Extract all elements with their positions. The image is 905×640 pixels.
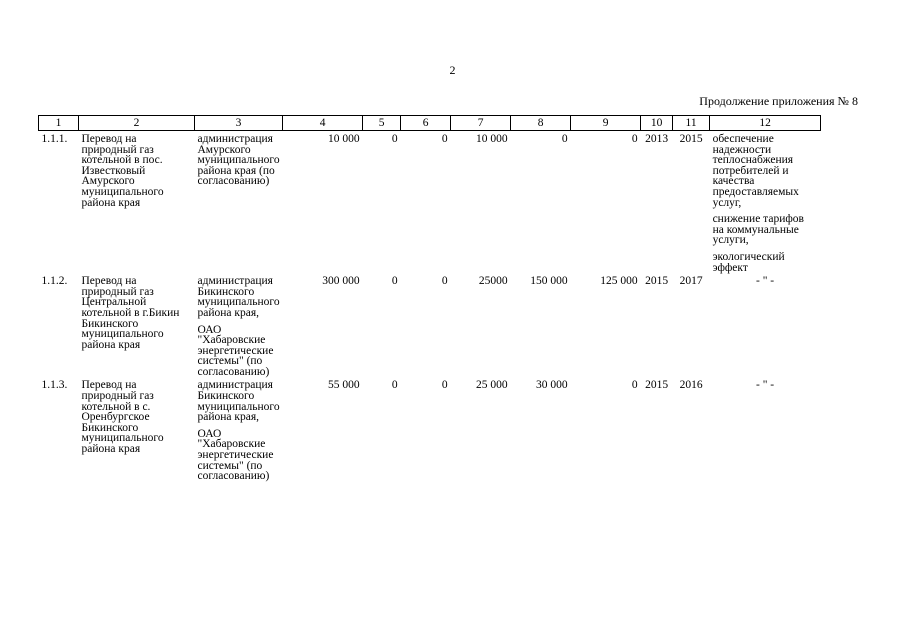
column-header: 11 (673, 116, 710, 131)
start-year: 2015 (645, 379, 669, 392)
value-col5: 0 (391, 133, 398, 145)
result-item: экологический эффект (712, 250, 785, 274)
column-header: 12 (710, 116, 821, 131)
value-col7: 25000 (478, 275, 508, 288)
executor-cell (195, 131, 283, 274)
column-header: 1 (39, 116, 79, 131)
value-col9: 0 (631, 133, 638, 145)
value-col5: 0 (391, 275, 398, 288)
value-col4: 300 000 (322, 275, 360, 288)
program-table (38, 115, 821, 482)
value-col6: 0 (441, 133, 448, 145)
table-row (39, 131, 821, 274)
column-header: 3 (195, 116, 283, 131)
value-col5: 0 (391, 379, 398, 392)
executor: администрация Бикинского муниципального района края, (197, 379, 280, 424)
column-header: 8 (511, 116, 571, 131)
value-col9: 125 000 (600, 275, 638, 288)
column-header: 10 (641, 116, 673, 131)
column-header: 4 (283, 116, 363, 131)
measure-name: Перевод на природный газ котельной в с. Оренбургское Бикинского муниципального района края (81, 379, 164, 456)
executor: администрация Амурского муниципального района края (по согласованию) (197, 133, 280, 188)
table-row (39, 273, 821, 377)
result-item: - " - (756, 275, 775, 288)
end-year: 2017 (679, 275, 703, 288)
start-year: 2015 (645, 275, 669, 288)
column-header: 2 (79, 116, 195, 131)
value-col7: 25 000 (475, 379, 508, 392)
appendix-continuation-note: Продолжение приложения № 8 (699, 94, 858, 108)
results-cell (710, 377, 821, 481)
executor-cell (195, 377, 283, 481)
column-header: 7 (451, 116, 511, 131)
value-col6: 0 (441, 379, 448, 392)
start-year: 2013 (645, 133, 669, 145)
value-col6: 0 (441, 275, 448, 288)
end-year: 2016 (679, 379, 703, 392)
column-number-row (39, 116, 821, 131)
column-header: 9 (571, 116, 641, 131)
value-col7: 10 000 (475, 133, 508, 145)
value-col8: 30 000 (535, 379, 568, 392)
executor: ОАО "Хабаровские энергетические системы" (по согласованию) (197, 323, 274, 378)
table-row (39, 377, 821, 481)
row-code: 1.1.2. (41, 275, 68, 288)
result-item: обеспечение надежности теплоснабжения потребителей и качества предоставляемых услуг, (712, 133, 799, 209)
page-number: 2 (449, 63, 456, 77)
result-item: - " - (756, 379, 775, 392)
row-code: 1.1.1. (41, 133, 68, 145)
results-cell (710, 131, 821, 274)
executor-cell (195, 273, 283, 377)
results-cell (710, 273, 821, 377)
measure-name: Перевод на природный газ котельной в пос. Известковый Амурского муниципального района края (81, 133, 164, 209)
measure-name: Перевод на природный газ Центральной котельной в г.Бикин Бикинского муниципального района края (81, 275, 180, 351)
executor: администрация Бикинского муниципального района края, (197, 275, 280, 319)
column-header: 5 (363, 116, 401, 131)
value-col4: 55 000 (327, 379, 360, 392)
value-col8: 0 (561, 133, 568, 145)
value-col9: 0 (631, 379, 638, 392)
end-year: 2015 (679, 133, 703, 145)
executor: ОАО "Хабаровские энергетические системы" (по согласованию) (197, 427, 274, 483)
value-col4: 10 000 (327, 133, 360, 145)
column-header: 6 (401, 116, 451, 131)
result-item: снижение тарифов на коммунальные услуги, (712, 213, 804, 247)
value-col8: 150 000 (530, 275, 568, 288)
row-code: 1.1.3. (41, 379, 68, 392)
